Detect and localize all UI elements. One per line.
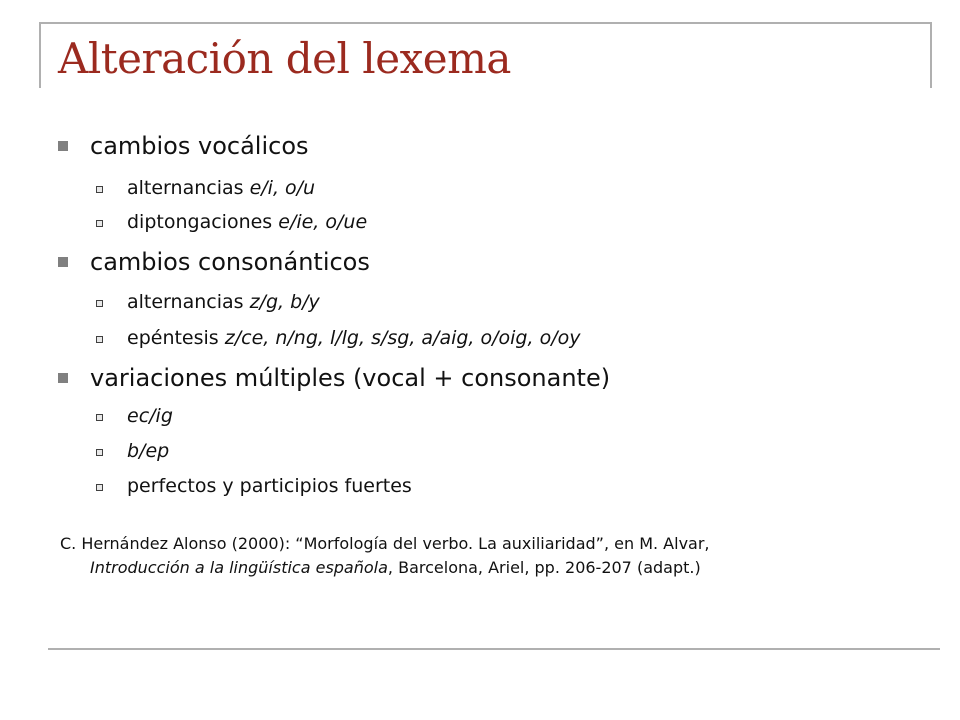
sub-bullet-example: b/ep bbox=[127, 440, 170, 462]
citation-publisher: , Barcelona, Ariel, pp. 206-207 (adapt.) bbox=[387, 558, 701, 577]
sub-bullet-example: ec/ig bbox=[127, 405, 173, 427]
sub-bullet-b-ep bbox=[127, 439, 169, 463]
citation-line-2 bbox=[60, 556, 850, 580]
slide-title: Alteración del lexema bbox=[58, 34, 511, 83]
sub-bullet-alternancias-vocalicas bbox=[127, 176, 315, 200]
sub-bullet-example: z/g, b/y bbox=[249, 291, 320, 313]
sub-bullet-example: z/ce, n/ng, l/lg, s/sg, a/aig, o/oig, o/oy bbox=[224, 327, 581, 349]
bullet-variaciones-multiples: variaciones múltiples (vocal + consonante) bbox=[90, 364, 611, 392]
sub-bullet-perfectos-participios bbox=[127, 474, 412, 498]
citation-book-title: Introducción a la lingüística española bbox=[90, 558, 388, 577]
bullet-cambios-consonanticos: cambios consonánticos bbox=[90, 248, 370, 276]
sub-bullet-text: alternancias bbox=[127, 177, 250, 199]
sub-bullet-text: diptongaciones bbox=[127, 211, 279, 233]
citation bbox=[60, 532, 850, 580]
sub-bullet-text: perfectos y participios fuertes bbox=[127, 475, 412, 497]
sub-bullet-ec-ig bbox=[127, 404, 173, 428]
frame-right-line bbox=[930, 22, 932, 88]
sub-bullet-epentesis bbox=[127, 326, 580, 350]
sub-bullet-text: alternancias bbox=[127, 291, 250, 313]
sub-bullet-alternancias-consonanticas bbox=[127, 290, 320, 314]
bullet-cambios-vocalicos: cambios vocálicos bbox=[90, 132, 309, 160]
sub-bullet-example: e/i, o/u bbox=[249, 177, 316, 199]
frame-top-line bbox=[40, 22, 932, 24]
citation-line-1: C. Hernández Alonso (2000): “Morfología del verbo. La auxiliaridad”, en M. Alvar, bbox=[60, 534, 710, 553]
frame-bottom-line bbox=[48, 648, 940, 650]
sub-bullet-example: e/ie, o/ue bbox=[278, 211, 368, 233]
sub-bullet-text: epéntesis bbox=[127, 327, 225, 349]
sub-bullet-diptongaciones bbox=[127, 210, 367, 234]
frame-left-line bbox=[39, 22, 41, 88]
